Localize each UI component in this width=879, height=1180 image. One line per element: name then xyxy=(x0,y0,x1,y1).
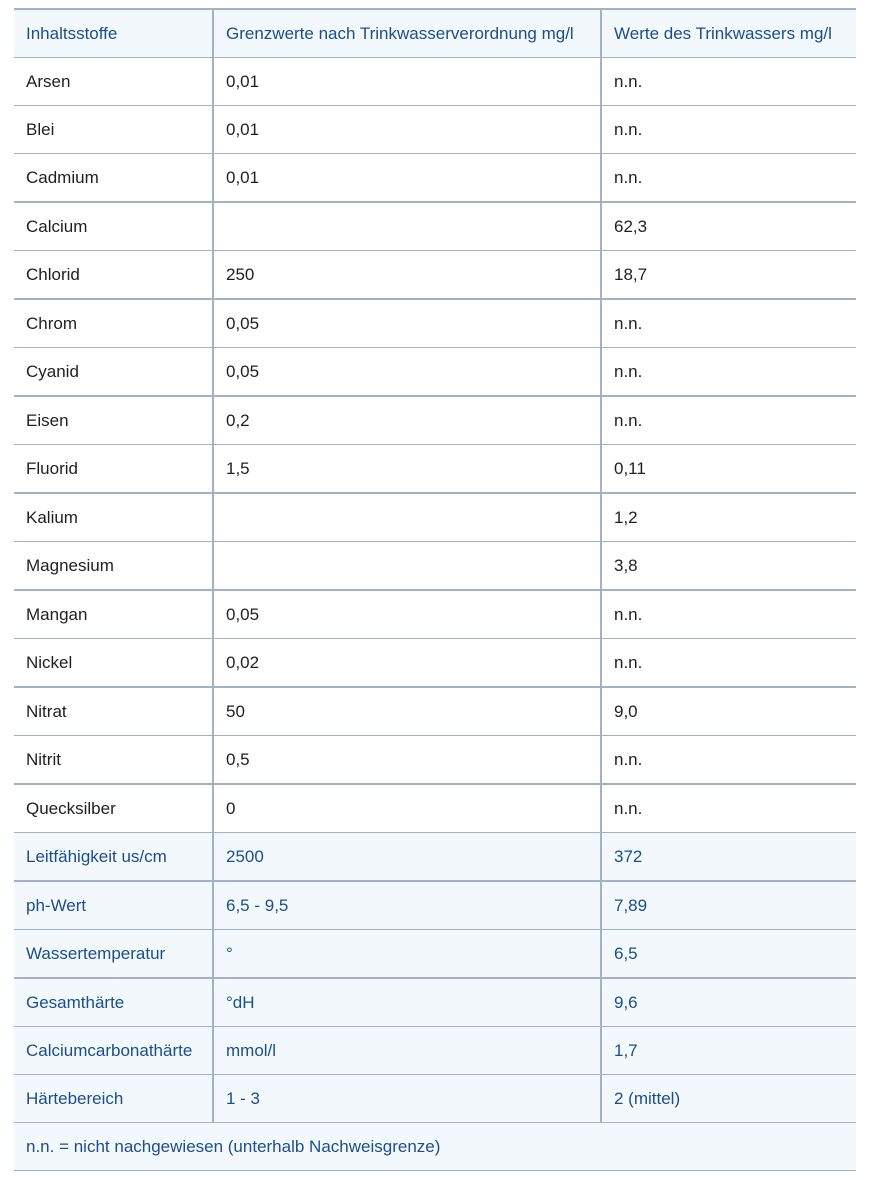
limit-cell: 50 xyxy=(213,687,601,736)
value-cell: 2 (mittel) xyxy=(601,1075,856,1123)
value-cell: 3,8 xyxy=(601,542,856,591)
table-header-row xyxy=(14,9,856,58)
value-cell: n.n. xyxy=(601,784,856,833)
substance-cell: Cyanid xyxy=(14,348,213,397)
header-measured-value: Werte des Trinkwassers mg/l xyxy=(601,9,856,58)
parameter-name-cell: ph-Wert xyxy=(14,881,213,930)
value-cell: n.n. xyxy=(601,299,856,348)
value-cell: 9,6 xyxy=(601,978,856,1027)
limit-cell: 0,02 xyxy=(213,639,601,688)
table-row xyxy=(14,299,856,348)
water-analysis-table xyxy=(14,8,856,1171)
value-cell: 18,7 xyxy=(601,251,856,300)
value-cell: n.n. xyxy=(601,590,856,639)
table-row xyxy=(14,348,856,397)
value-cell: 372 xyxy=(601,833,856,882)
limit-cell: 0,2 xyxy=(213,396,601,445)
limit-cell: 0,01 xyxy=(213,106,601,154)
value-cell: n.n. xyxy=(601,396,856,445)
substance-cell: Mangan xyxy=(14,590,213,639)
limit-cell: 6,5 - 9,5 xyxy=(213,881,601,930)
value-cell: n.n. xyxy=(601,736,856,785)
value-cell: n.n. xyxy=(601,58,856,106)
table-row xyxy=(14,493,856,542)
limit-cell xyxy=(213,542,601,591)
limit-cell: 0,05 xyxy=(213,590,601,639)
substance-cell: Nitrat xyxy=(14,687,213,736)
parameter-name-cell: Calciumcarbonathärte xyxy=(14,1027,213,1075)
header-substance: Inhaltsstoffe xyxy=(14,9,213,58)
value-cell: 1,7 xyxy=(601,1027,856,1075)
parameter-name-cell: Gesamthärte xyxy=(14,978,213,1027)
parameter-row xyxy=(14,833,856,882)
limit-cell: 0,5 xyxy=(213,736,601,785)
limit-cell: 2500 xyxy=(213,833,601,882)
value-cell: 62,3 xyxy=(601,202,856,251)
substance-cell: Cadmium xyxy=(14,154,213,203)
table-row xyxy=(14,736,856,785)
substance-cell: Blei xyxy=(14,106,213,154)
value-cell: 7,89 xyxy=(601,881,856,930)
parameter-row xyxy=(14,1027,856,1075)
substance-cell: Chrom xyxy=(14,299,213,348)
table-row xyxy=(14,590,856,639)
limit-cell: mmol/l xyxy=(213,1027,601,1075)
value-cell: n.n. xyxy=(601,154,856,203)
parameter-name-cell: Leitfähigkeit us/cm xyxy=(14,833,213,882)
parameter-row xyxy=(14,930,856,979)
table-row xyxy=(14,784,856,833)
substance-cell: Quecksilber xyxy=(14,784,213,833)
table-row xyxy=(14,154,856,203)
limit-cell: 0,05 xyxy=(213,299,601,348)
value-cell: 9,0 xyxy=(601,687,856,736)
value-cell: n.n. xyxy=(601,348,856,397)
value-cell: 0,11 xyxy=(601,445,856,494)
parameter-row xyxy=(14,881,856,930)
table-row xyxy=(14,639,856,688)
limit-cell: 0,05 xyxy=(213,348,601,397)
limit-cell xyxy=(213,493,601,542)
substance-cell: Nitrit xyxy=(14,736,213,785)
parameter-name-cell: Wassertemperatur xyxy=(14,930,213,979)
table-row xyxy=(14,251,856,300)
table-row xyxy=(14,58,856,106)
value-cell: n.n. xyxy=(601,106,856,154)
value-cell: 1,2 xyxy=(601,493,856,542)
limit-cell: 1 - 3 xyxy=(213,1075,601,1123)
footnote-row xyxy=(14,1123,856,1171)
value-cell: 6,5 xyxy=(601,930,856,979)
footnote-text: n.n. = nicht nachgewiesen (unterhalb Nachweisgrenze) xyxy=(14,1123,856,1171)
table-row xyxy=(14,396,856,445)
limit-cell: 0 xyxy=(213,784,601,833)
limit-cell: 0,01 xyxy=(213,154,601,203)
substance-cell: Nickel xyxy=(14,639,213,688)
table-row xyxy=(14,687,856,736)
substance-cell: Magnesium xyxy=(14,542,213,591)
substance-cell: Fluorid xyxy=(14,445,213,494)
parameter-row xyxy=(14,1075,856,1123)
limit-cell: 1,5 xyxy=(213,445,601,494)
table-row xyxy=(14,106,856,154)
limit-cell: ° xyxy=(213,930,601,979)
water-analysis-table-container xyxy=(14,8,856,1171)
table-row xyxy=(14,202,856,251)
substance-cell: Calcium xyxy=(14,202,213,251)
substance-cell: Chlorid xyxy=(14,251,213,300)
limit-cell: 250 xyxy=(213,251,601,300)
table-row xyxy=(14,542,856,591)
substance-cell: Eisen xyxy=(14,396,213,445)
value-cell: n.n. xyxy=(601,639,856,688)
header-limit-value: Grenzwerte nach Trinkwasserverordnung mg/l xyxy=(213,9,601,58)
parameter-row xyxy=(14,978,856,1027)
table-row xyxy=(14,445,856,494)
limit-cell xyxy=(213,202,601,251)
limit-cell: 0,01 xyxy=(213,58,601,106)
substance-cell: Arsen xyxy=(14,58,213,106)
substance-cell: Kalium xyxy=(14,493,213,542)
parameter-name-cell: Härtebereich xyxy=(14,1075,213,1123)
limit-cell: °dH xyxy=(213,978,601,1027)
